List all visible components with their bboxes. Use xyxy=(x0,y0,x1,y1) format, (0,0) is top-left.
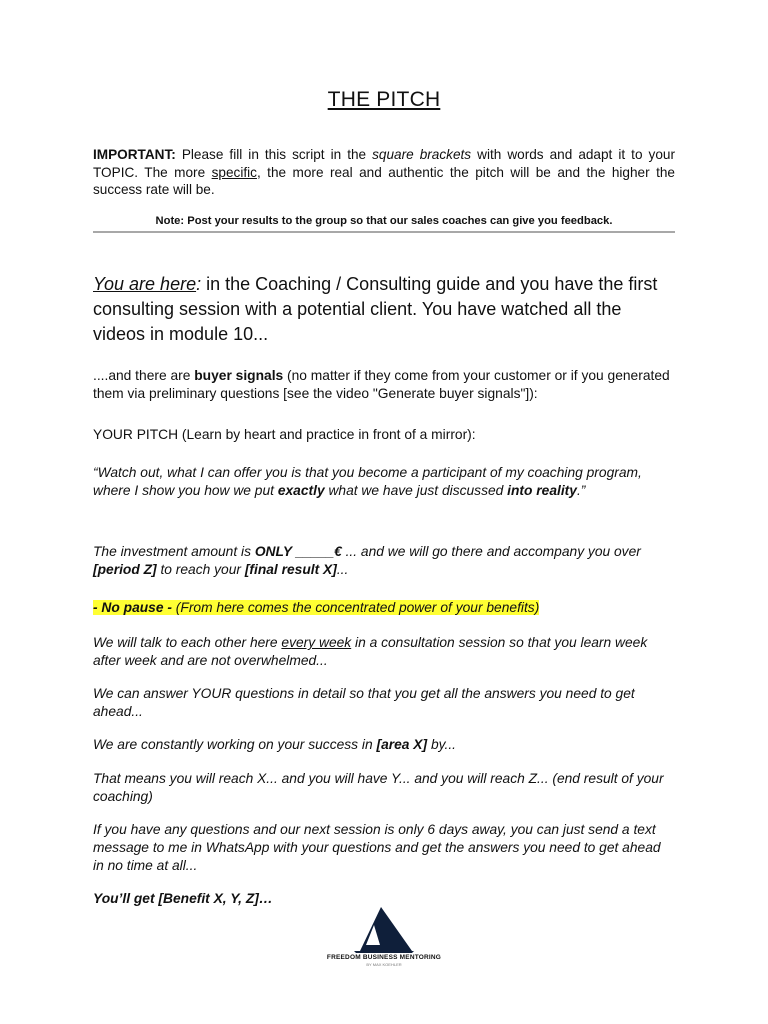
sailboat-triangle-icon xyxy=(354,905,414,953)
investment-amount: ONLY _____€ xyxy=(254,544,342,559)
buyer-signals-bold: buyer signals xyxy=(194,368,284,383)
square-brackets-text: square brackets xyxy=(372,147,472,162)
no-pause-line xyxy=(93,599,675,617)
you-are-here-paragraph: You are here: in the Coaching / Consulting guide and you have the first consulting session with a potential client. You have watched all the videos in module 10... xyxy=(93,274,658,344)
weekly-session-paragraph: We will talk to each other here every week in a consultation session so that you learn week after week and are not overwhelmed... xyxy=(93,635,648,668)
pitch-heading: YOUR PITCH (Learn by heart and practice in front of a mirror): xyxy=(93,427,476,442)
buyer-signals-paragraph: ....and there are buyer signals (no matter if they come from your customer or if you generated them via preliminary questions [see the video "Generate buyer signals"]): xyxy=(93,368,670,401)
benefit-line: You’ll get [Benefit X, Y, Z]… xyxy=(93,891,273,906)
pitch-quote: “Watch out, what I can offer you is that you become a participant of my coaching program, where I show you how we put exactly what we have just discussed into reality.” xyxy=(93,465,642,498)
area-paragraph: We are constantly working on your success in [area X] by... xyxy=(93,737,456,752)
logo-name: FREEDOM BUSINESS MENTORING xyxy=(326,954,442,961)
every-week-text: every week xyxy=(281,635,352,650)
you-are-here-label: You are here xyxy=(93,274,197,294)
reach-paragraph: That means you will reach X... and you will have Y... and you will reach Z... (end result of your coaching) xyxy=(93,771,664,804)
specific-text: specific xyxy=(211,164,257,180)
important-notice: IMPORTANT: Please fill in this script in the square brackets with words and adapt it to your TOPIC. The more specific, the more real and authentic the pitch will be and the higher the success rate will be. xyxy=(93,147,675,197)
logo-subtitle: BY MAX KOEHLER xyxy=(366,962,402,967)
answers-paragraph: We can answer YOUR questions in detail so that you get all the answers you need to get ahead... xyxy=(93,686,635,719)
important-label: IMPORTANT: xyxy=(93,147,176,162)
whatsapp-paragraph: If you have any questions and our next session is only 6 days away, you can just send a text message to me in WhatsApp with your questions and get the answers you need to get ahead in no time at all... xyxy=(93,822,661,873)
no-pause-highlight: - No pause - (From here comes the concentrated power of your benefits) xyxy=(93,600,540,615)
investment-paragraph: The investment amount is ONLY _____€ ... and we will go there and accompany you over [period Z] to reach your [final result X]... xyxy=(93,544,641,577)
company-logo xyxy=(325,905,443,981)
page-title: THE PITCH xyxy=(327,88,441,111)
feedback-note: Note: Post your results to the group so that our sales coaches can give you feedback. xyxy=(155,215,613,227)
horizontal-divider xyxy=(93,231,675,233)
